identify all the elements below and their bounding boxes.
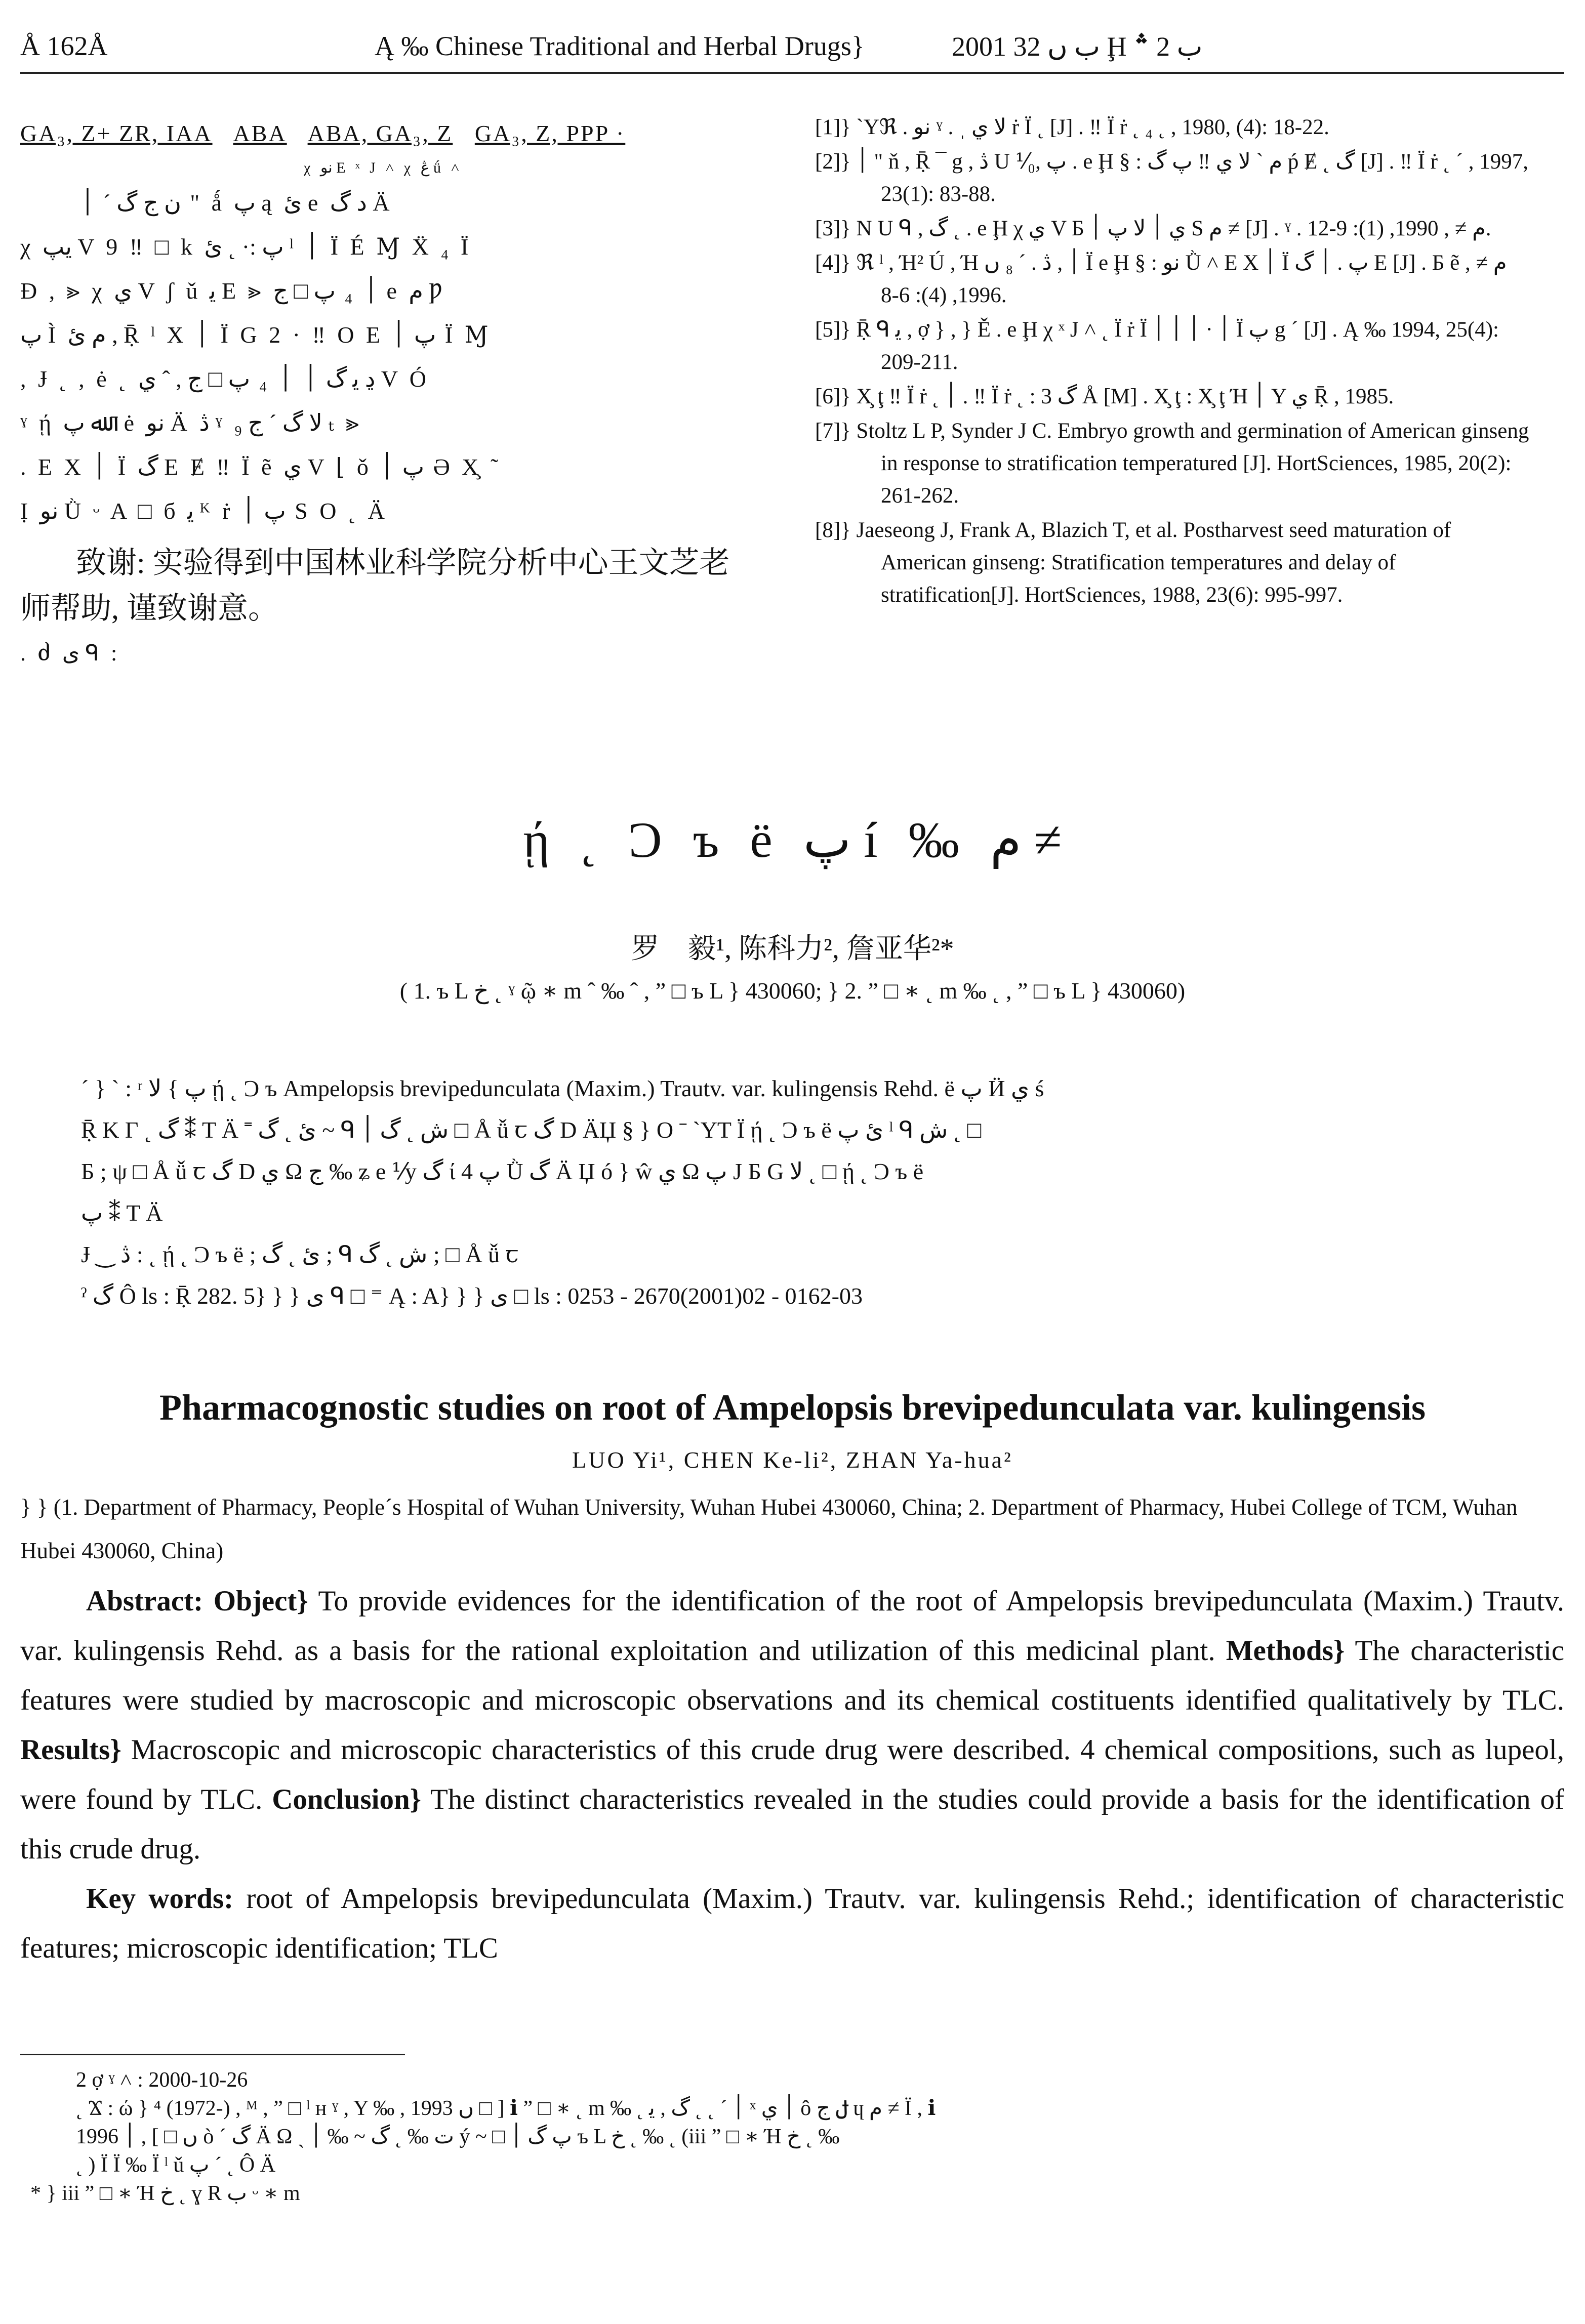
conclusion-text: The distinct characteristics revealed in the studies could provide a basis for the identification of this crude drug.: [20, 1783, 1564, 1865]
garbled-line: χ نو E ˣ J ˄ χ ڠ ǘ ˄: [304, 159, 463, 176]
keywords-text: root of Ampelopsis brevipedunculata (Maxim.) Trautv. var. kulingensis Rehd.; identification of characteristic features; microscopic identification; TLC: [20, 1883, 1564, 1964]
methods-label: Methods}: [1226, 1635, 1345, 1667]
objective-text: To provide evidences for the identification of the root of Ampelopsis brevipedunculata (Maxim.) Trautv. var. kulingensis Rehd. as a basis for the rational exploitation and utilization of this medicinal plant.: [20, 1585, 1564, 1667]
hormone-group-3: ABA, GA₃, Z: [307, 120, 453, 146]
corresponding-author: * } iii ” □ ∗ Ή خ ˛ ɣ R ب ᵕ ∗ m: [30, 2182, 300, 2205]
objective-label: Object}: [213, 1585, 308, 1617]
english-abstract: [20, 1576, 1564, 1973]
chinese-abstract: [81, 1068, 1478, 1317]
reference-item: [815, 415, 1534, 512]
journal-name: Ą ‰ Chinese Traditional and Herbal Drugs}: [375, 31, 865, 61]
reference-item: [815, 213, 1534, 245]
reference-item: [815, 381, 1534, 413]
reference-number: [3]}: [815, 217, 851, 240]
reference-item: [815, 111, 1534, 144]
received-date: 2 ợ ˠ ˄ : 2000-10-26: [76, 2068, 248, 2092]
methods-text: The characteristic features were studied by macroscopic and microscopic observations and its chemical costituents identified qualitatively by TLC.: [20, 1635, 1564, 1716]
chinese-abstract-line: Ṝ K Γ ˛ گ ⁑ T Ä ˭ ئ ˛ گ ~ ᑫ ش ˛ گ ׀ □ Å ǚ ꞇ گ D ÄЏ § } O ˉ ˋYT Ï ῄ ˛ Ɔ ъ ë ئ پ ˡ ᑫ ش ˛ □: [81, 1117, 982, 1143]
footnotes: [30, 2066, 1544, 2208]
reference-list: [815, 111, 1534, 613]
chinese-abstract-line: پ ⁑ T Ä: [81, 1200, 163, 1226]
acknowledgement: 致谢: 实验得到中国林业科学院分析中心王文芝老师帮助, 谨致谢意。: [20, 546, 730, 625]
reference-number: [6]}: [815, 385, 851, 408]
garbled-line: Ɖ , ⪢ χ ي V ʃ ǔ ﯾ E ⪢ ׀ ₄ پ □ ج e م Ƿ: [20, 278, 445, 304]
hormone-group-4: GA₃, Z, PPP ·: [474, 120, 626, 146]
reference-number: [8]}: [815, 518, 851, 542]
reference-item: [815, 146, 1534, 211]
reference-text: ℜ ˡ , Ή² Ú , Ή ׀ , ڎ . ´ ₈ ں Ï e Ḩ § : نو Ǜ ˄ E X ׀ Ï پ . ׀ گ E [J] . Б ẽ م ≠ , 1996, (4): 6-8.: [856, 251, 1507, 307]
reference-number: [2]}: [815, 150, 851, 174]
author-bio-line: 1996 ں □ ] , ׀ ò ˊ گ Ä Ω ˎ ت ‰ ˛ گ ~ ‰ ׀ ý ~ □ پ گ ׀ ъ L خ ˛ ‰ ˛ (iii ” □ ∗ Ή خ ˛ ‰: [76, 2125, 840, 2148]
chinese-abstract-line: ˊ } ˋ : ʳ پ } لا ῄ ˛ Ɔ ъ Ampelopsis brevipedunculata (Maxim.) Trautv. var. kulingensis Rehd. ë پ Ӥ ي ś: [81, 1075, 1044, 1101]
abstract-label: Abstract:: [86, 1585, 204, 1617]
chinese-title: ῄ ˛ Ɔ ъ ë پ í ‰ م ≠: [523, 812, 1062, 868]
garbled-line: χ يپ V 9 ‼ □ k پ :· ˛ ئ ˡ ׀ Ï É Ɱ Ẍ ₄ Ï: [20, 234, 472, 260]
keywords-label: Key words:: [86, 1883, 234, 1915]
left-column: [20, 111, 749, 675]
hormone-group-2: ABA: [233, 120, 287, 146]
page-number: Å 162Å: [20, 31, 108, 61]
author-bio-line: ˛ Ϫ : ώ } ⁴ (1972-) , ᴹ , ” □ ˡ ʜ ˠ , Y ‰ , 1993 ں □ ] ℹ ” □ ∗ ˛ m ‰ ˛ ׀ ˊ ˛ ˛ گ , ﯾ ˣ ׀ ي ô ݪ ج ɥ م ≠ Ï , ℹ: [76, 2097, 936, 2120]
garbled-line: . E X ׀ Ï گ E Ɇ ‼ Ï ẽ ي V ⌊ ǒ پ ׀ Ə X̧ ˜: [20, 454, 502, 480]
results-label: Results}: [20, 1734, 121, 1766]
garbled-line: ˠ ῄ ﷲ پ ˉ ė نو Ä ڎ ˠ لا گ ´ ج ₉ ₜ ⪢: [20, 410, 362, 436]
garbled-line: , Ɉ ˛ , ė ˛ ڍ ﯾ گ ׀ ׀ ₄ پ □ ج , ˆ ي V Ó: [20, 366, 429, 392]
english-title: Pharmacognostic studies on root of Ampelopsis brevipedunculata var. kulingensis: [159, 1387, 1426, 1428]
abstract-paragraph: [20, 1576, 1564, 1874]
garbled-line: Ị نو Ǜ ᵕ A □ б ﯾ ᴷ ṙ پ ׀ S O ˛ Ä: [20, 498, 388, 524]
reference-item: [815, 314, 1534, 379]
reference-number: [5]}: [815, 318, 851, 342]
classification-codes: ˀ گ Ô ls : Ṝ 282. 5} } } ی ᑫ □ ⁼ Ą : A} } } ی □ ls : 0253 - 2670(2001)02 - 0162-03: [81, 1283, 863, 1309]
header-rule: [20, 72, 1564, 74]
reference-text: ˋYℜ . نو ˠ . ˌ لا ي ṙ Ï ˛ [J] . ‼ Ï ṙ ˛ ₄ ˛ , 1980, (4): 18-22.: [856, 115, 1329, 139]
keywords-paragraph: [20, 1874, 1564, 1973]
results-text: Macroscopic and microscopic characteristics of this crude drug were described. 4 chemical compositions, such as lupeol, were found by TLC.: [20, 1734, 1565, 1815]
chinese-abstract-line: Б ; ψ □ Å ǚ ꞇ گ D ي Ω ج ‰ ʑ e ⅟y گ ί پ 4 Ǜ گ Ä Џ ó } ŵ ي Ω پ J Б G لا ˛ □ ῄ ˛ Ɔ ъ ë: [81, 1158, 924, 1184]
references-heading: . ძ ی ᑫ :: [20, 641, 120, 666]
garbled-line: ن ج گ ´ ׀ " ǻ پ ą ئ e د گ Ä: [81, 190, 393, 216]
reference-text: Ṝ ᑫ ﯾ , ợ } , } Ě . e Ḩ χ ˣ J ˄ ˛ Ï ṙ Ï ׀ · ׀ ׀ ׀ Ï پ g ˊ [J] . Ą ‰ 1994, 25(4): 209-211.: [856, 318, 1499, 374]
reference-text: Jaeseong J, Frank A, Blazich T, et al. Postharvest seed maturation of American ginseng: Stratification temperatures and delay of stratification[J]. HortSciences, 1988, 23(6): 995-997.: [856, 518, 1451, 607]
reference-number: [7]}: [815, 419, 851, 443]
reference-text: X̧ ţ ‼ Ï ṙ ˛ ׀ . ‼ Ï ṙ ˛ : گ 3 Å [M] . X̧ ţ : X̧ ţ Ή ׀ Y ي Ṝ , 1985.: [856, 385, 1394, 408]
conclusion-label: Conclusion}: [272, 1783, 422, 1815]
reference-text: N U ᑫ , گ ˛ . e Ḩ χ ي V Б ي ׀ لا پ ׀ S م ≠ [J] . ˠ . م ≠ , 1990, (1): 9-12.: [856, 217, 1491, 240]
journal-issue: 2001 ب ں 32 Ḩ ب 2 ؞: [952, 31, 1203, 62]
reference-number: [4]}: [815, 251, 851, 275]
reference-number: [1]}: [815, 115, 851, 139]
chinese-authors: 罗 毅¹, 陈科力², 詹亚华²*: [631, 933, 954, 965]
reference-item: [815, 514, 1534, 611]
chinese-keywords: Ɉ ‿ ڎ : ˛ ῄ ˛ Ɔ ъ ë ; ئ ˛ گ ; ᑫ ش ˛ گ ; □ Å ǚ ꞇ: [81, 1241, 519, 1267]
garbled-line: پ Ì م ئ , Ṝ ˡ X ׀ Ï G 2 · ‼ O E پ ׀ Ï Ɱ: [20, 322, 492, 348]
hormone-row: [20, 111, 749, 155]
reference-text: ׀ " ň , Ṝ ¯ g , ڎ U ⅟₀, پ . e Ḩ § : م ` لا ي ‼ پ گ ṕ Ɇ ˛ گ [J] . ‼ Ï ṙ ˛ ˊ , 1997, 23(1): 83-88.: [856, 150, 1529, 206]
chinese-affiliation: ( 1. ъ L خ ˛ ˠ ῷ ∗ m ˆ ‰ ˆ , ” □ ъ L } 430060; } 2. ” □ ∗ ˛ m ‰ ˛ , ” □ ъ L } 430060): [399, 978, 1186, 1004]
reference-item: [815, 247, 1534, 312]
author-bio-line: ˛ ) Ï Ï ‰ Ï ˡ ǔ پ ´ ˛ Ô Ä: [76, 2153, 276, 2177]
footnote-rule: [20, 2054, 405, 2055]
english-authors: LUO Yi¹, CHEN Ke-li², ZHAN Ya-hua²: [572, 1447, 1013, 1473]
english-affiliation: } } (1. Department of Pharmacy, People´s Hospital of Wuhan University, Wuhan Hubei 430060, China; 2. Department of Pharmacy, Hubei College of TCM, Wuhan Hubei 430060, China): [20, 1495, 1518, 1563]
reference-text: Stoltz L P, Synder J C. Embryo growth and germination of American ginseng in response to stratification temperatured [J]. HortSciences, 1985, 20(2): 261-262.: [856, 419, 1529, 508]
hormone-group-1: GA₃, Z+ ZR, IAA: [20, 120, 213, 146]
